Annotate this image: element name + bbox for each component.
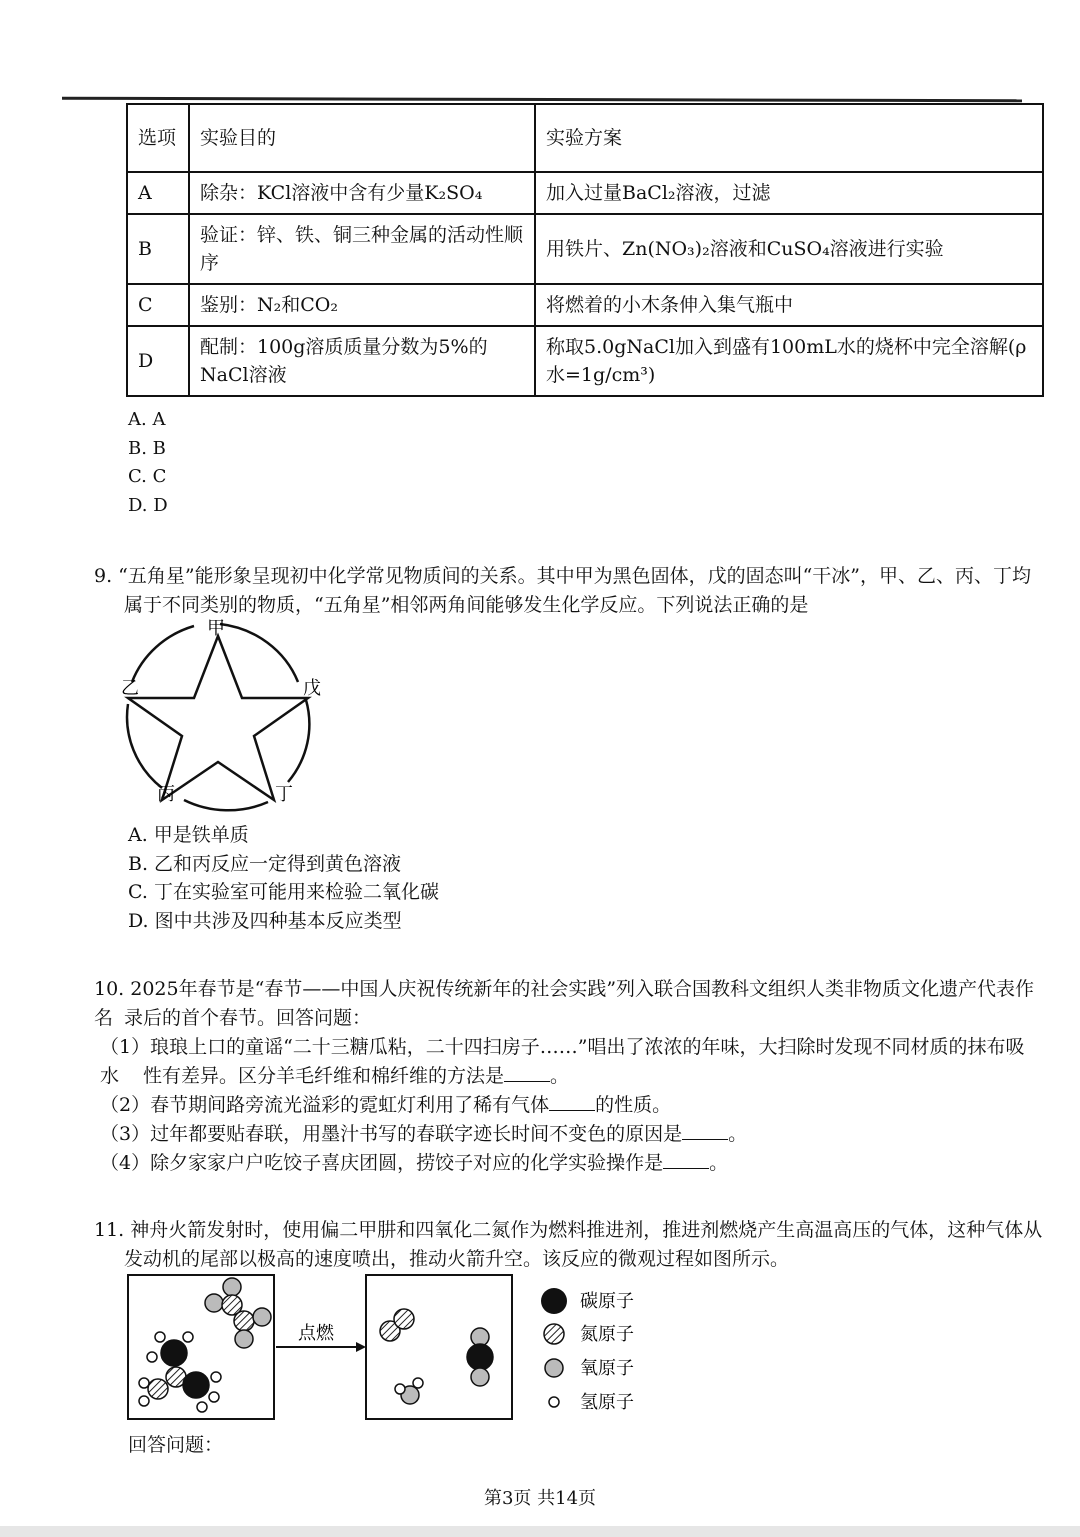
q11-answer-prompt: 回答问题： (128, 1434, 224, 1456)
q8-option-a[interactable]: A. A (128, 409, 166, 430)
n2o4-molecule (205, 1278, 271, 1348)
answer-blank[interactable] (549, 1092, 595, 1111)
reaction-micro-diagram (126, 1273, 686, 1423)
q10-sub3-text: （3）过年都要贴春联，用墨汁书写的春联字迹长时间不变色的原因是 (100, 1123, 683, 1145)
row-plan: 用铁片、Zn(NO₃)₂溶液和CuSO₄溶液进行实验 (535, 214, 1043, 284)
row-option: B (127, 214, 189, 284)
q10-sub3 (100, 1120, 1040, 1149)
row-plan: 加入过量BaCl₂溶液，过滤 (535, 172, 1043, 214)
q10-sub1-end: 。 (550, 1065, 570, 1087)
label-yi: 乙 (121, 678, 139, 699)
row-purpose: 配制：100g溶质质量分数为5%的NaCl溶液 (189, 326, 535, 396)
n2-molecule (380, 1309, 414, 1341)
q10-sub2 (100, 1091, 1040, 1120)
legend-oxygen: 氧原子 (580, 1358, 634, 1379)
c2h8n2-molecule (139, 1332, 221, 1412)
legend-carbon: 碳原子 (580, 1291, 634, 1312)
label-ding: 丁 (275, 784, 293, 805)
table-row (127, 284, 1043, 326)
q9-option-d[interactable]: D. 图中共涉及四种基本反应类型 (128, 910, 402, 932)
row-purpose: 除杂：KCl溶液中含有少量K₂SO₄ (189, 172, 535, 214)
q10-sub3-end: 。 (728, 1123, 748, 1145)
product-box (366, 1275, 512, 1419)
q9-option-a[interactable]: A. 甲是铁单质 (128, 824, 249, 846)
q8-option-b[interactable]: B. B (128, 438, 166, 459)
q10-stem-line1: 10. 2025年春节是“春节——中国人庆祝传统新年的社会实践”列入联合国教科文组织人类非物质文化遗产代表作名 (94, 978, 1035, 1029)
top-rule (62, 97, 1022, 103)
q10-sub1-line2 (143, 1062, 1080, 1091)
row-plan: 称取5.0gNaCl加入到盛有100mL水的烧杯中完全溶解(ρ水=1g/cm³) (535, 326, 1043, 396)
table-row (127, 214, 1043, 284)
q10-sub4 (100, 1149, 1040, 1178)
q9-stem-line1: 9. “五角星”能形象呈现初中化学常见物质间的关系。其中甲为黑色固体，戊的固态叫“干冰”，甲、乙、丙、丁均 (94, 565, 1032, 587)
label-bing: 丙 (157, 784, 175, 805)
answer-blank[interactable] (663, 1150, 709, 1169)
header-purpose: 实验目的 (189, 104, 535, 172)
header-option: 选项 (127, 104, 189, 172)
label-wu: 戊 (303, 678, 321, 699)
q10-sub1-line1: （1）琅琅上口的童谣“二十三糖瓜粘，二十四扫房子……”唱出了浓浓的年味，大扫除时发现不同材质的抹布吸水 (100, 1036, 1025, 1087)
row-option: D (127, 326, 189, 396)
q10-sub4-end: 。 (709, 1152, 729, 1174)
q8-option-d[interactable]: D. D (128, 495, 168, 516)
bottom-band (0, 1526, 1080, 1537)
row-purpose: 验证：锌、铁、铜三种金属的活动性顺序 (189, 214, 535, 284)
table-row (127, 172, 1043, 214)
legend (541, 1288, 634, 1413)
label-jia: 甲 (207, 618, 225, 639)
table-row (127, 326, 1043, 396)
q10-sub2-text: （2）春节期间路旁流光溢彩的霓虹灯利用了稀有气体 (100, 1094, 550, 1116)
co2-molecule (467, 1328, 493, 1386)
q9-stem-line2: 属于不同类别的物质，“五角星”相邻两角间能够发生化学反应。下列说法正确的是 (124, 594, 809, 616)
row-purpose: 鉴别：N₂和CO₂ (189, 284, 535, 326)
ignite-label: 点燃 (298, 1323, 334, 1344)
q9-option-c[interactable]: C. 丁在实验室可能用来检验二氧化碳 (128, 881, 439, 903)
q10-sub2-end: 的性质。 (595, 1094, 672, 1116)
experiment-table (126, 103, 1044, 397)
q11-stem-line1: 11. 神舟火箭发射时，使用偏二甲肼和四氧化二氮作为燃料推进剂，推进剂燃烧产生高温高压的气体，这种气体从 (94, 1219, 1043, 1241)
q11-stem-line2: 发动机的尾部以极高的速度喷出，推动火箭升空。该反应的微观过程如图所示。 (124, 1248, 790, 1270)
answer-blank[interactable] (504, 1063, 550, 1082)
q8-option-c[interactable]: C. C (128, 466, 167, 487)
nitrogen-legend-icon (544, 1324, 564, 1344)
star-shape (128, 636, 308, 800)
hydrogen-legend-icon (549, 1397, 559, 1407)
oxygen-legend-icon (545, 1359, 563, 1377)
pentagram-diagram (118, 616, 338, 816)
table-header-row (127, 104, 1043, 172)
row-plan: 将燃着的小木条伸入集气瓶中 (535, 284, 1043, 326)
h2o-molecule (395, 1378, 423, 1404)
header-plan: 实验方案 (535, 104, 1043, 172)
q10-sub1-text: 性有差异。区分羊毛纤维和棉纤维的方法是 (143, 1065, 505, 1087)
legend-nitrogen: 氮原子 (580, 1324, 634, 1345)
legend-hydrogen: 氢原子 (580, 1392, 634, 1413)
row-option: C (127, 284, 189, 326)
q10-stem-line2: 录后的首个春节。回答问题： (124, 1007, 372, 1029)
answer-blank[interactable] (682, 1121, 728, 1140)
row-option: A (127, 172, 189, 214)
carbon-legend-icon (541, 1288, 567, 1314)
q9-option-b[interactable]: B. 乙和丙反应一定得到黄色溶液 (128, 853, 402, 875)
page-footer: 第3页 共14页 (483, 1488, 597, 1509)
q10-sub4-text: （4）除夕家家户户吃饺子喜庆团圆，捞饺子对应的化学实验操作是 (100, 1152, 664, 1174)
